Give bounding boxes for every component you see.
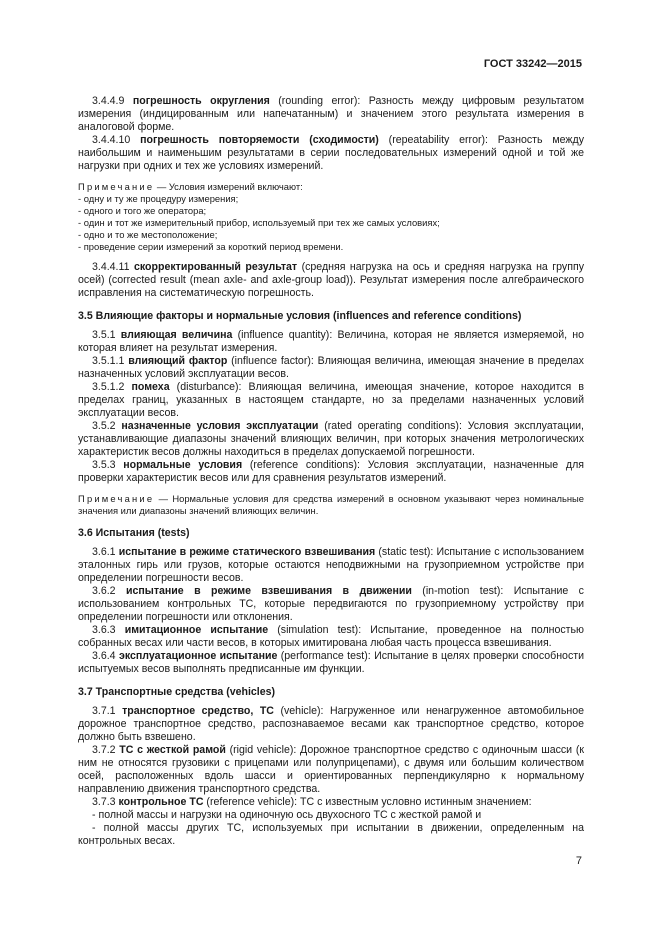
term: помеха (131, 381, 170, 393)
paragraph-3-6-3: 3.6.3 имитационное испытание (simulation test): Испытание, проведенное на полностью собранных весах или части весов, в которых имитирована любая часть процесса взвешивания. (78, 624, 584, 649)
paragraph-3-7-1: 3.7.1 транспортное средство, ТС (vehicle): Нагруженное или ненагруженное автомобильное дорожное транспортное средство, распознаваемое весами как транспортное средство, которое должно быть взвешено. (78, 705, 584, 743)
paragraph-3-5-1: 3.5.1 влияющая величина (influence quantity): Величина, которая не является измеряемой, но которая влияет на результат измерения. (78, 329, 584, 354)
note-item: - проведение серии измерений за короткий период времени. (78, 241, 344, 252)
term: испытание в режиме взвешивания в движении (125, 585, 412, 597)
paragraph-3-6-2: 3.6.2 испытание в режиме взвешивания в движении (in-motion test): Испытание с использованием контрольных ТС, которые передвигаются по грузоприемному устройству при определении погрешности или отклонения. (78, 585, 584, 623)
term: контрольное ТС (118, 796, 204, 808)
note-item: - одного и того же оператора; (78, 205, 207, 216)
paragraph-3-5-1-1: 3.5.1.1 влияющий фактор (influence factor): Влияющая величина, имеющая значение в пределах назначенных условий эксплуатации весов. (78, 355, 584, 380)
term: погрешность повторяемости (сходимости) (140, 134, 379, 146)
note-reference-conditions: Примечание — Нормальные условия для средства измерений в основном указывают через номинальные значения или диапазоны значений влияющих величин. (78, 493, 584, 516)
note-conditions: Примечание — Условия измерений включают: (78, 181, 303, 192)
term: влияющий фактор (128, 355, 228, 367)
paragraph-3-6-4: 3.6.4 эксплуатационное испытание (performance test): Испытание в целях проверки способности испытуемых весов выполнять предписанные им функции. (78, 650, 585, 675)
term: ТС с жесткой рамой (119, 744, 226, 756)
paragraph-3-4-4-11: 3.4.4.11 скорректированный результат (средняя нагрузка на ось и средняя нагрузка на группу осей) (corrected result (mean axle- and axle-group load)). Результат измерения после алгебраического исправления на систематическую погрешность. (78, 261, 584, 299)
paragraph-3-4-4-10: 3.4.4.10 погрешность повторяемости (сходимости) (repeatability error): Разность между наибольшим и наименьшим результатами в серии последовательных измерений одной и той же нагрузки при одних и тех же условиях измерений. (78, 134, 584, 172)
section-title-3-7: 3.7 Транспортные средства (vehicles) (78, 686, 276, 698)
note-item: - одну и ту же процедуру измерения; (78, 193, 239, 204)
term: транспортное средство, ТС (122, 705, 274, 717)
section-title-3-5: 3.5 Влияющие факторы и нормальные условия (influences and reference conditions) (78, 310, 522, 322)
term: влияющая величина (120, 329, 233, 341)
paragraph-3-4-4-9: 3.4.4.9 погрешность округления (rounding error): Разность между цифровым результатом измерения (индицированным или напечатанным) и значением этого результата измерения в аналоговой форме. (78, 95, 584, 133)
list-item: - полной массы и нагрузки на одиночную ось двухосного ТС с жесткой рамой и (92, 809, 482, 821)
paragraph-3-5-1-2: 3.5.1.2 помеха (disturbance): Влияющая величина, имеющая значение, которое находится в пределах границ, указанных в настоящем стандарте, но за пределами назначенных условий эксплуатации весов. (78, 381, 584, 419)
term: погрешность округления (132, 95, 270, 107)
paragraph-3-6-1: 3.6.1 испытание в режиме статического взвешивания (static test): Испытание с использованием эталонных гирь или грузов, которые остаются неподвижными на грузоприемном устройстве при определении погрешности весов. (78, 546, 584, 584)
paragraph-3-7-3: 3.7.3 контрольное ТС (reference vehicle): ТС с известным условно истинным значением: (92, 796, 532, 808)
page-content (78, 95, 584, 848)
paragraph-3-5-3: 3.5.3 нормальные условия (reference conditions): Условия эксплуатации, назначенные для проверки характеристик весов или для сравнения результатов измерений. (78, 459, 584, 484)
note-item: - один и тот же измерительный прибор, используемый при тех же самых условиях; (78, 217, 440, 228)
term: имитационное испытание (124, 624, 269, 636)
note-item: - одно и то же местоположение; (78, 229, 218, 240)
term: назначенные условия эксплуатации (121, 420, 319, 432)
term: испытание в режиме статического взвешивания (118, 546, 376, 558)
paragraph-3-5-2: 3.5.2 назначенные условия эксплуатации (rated operating conditions): Условия эксплуатации, устанавливающие диапазоны значений влияющих величин, при которых значения метрологических характеристик весов должны находиться в пределах допускаемой погрешности. (78, 420, 584, 458)
page-number: 7 (575, 855, 582, 867)
document-id: ГОСТ 33242—2015 (483, 58, 582, 70)
list-item: - полной массы других ТС, используемых при испытании в движении, определенным на контрольных весах. (78, 822, 584, 847)
term: нормальные условия (123, 459, 243, 471)
section-title-3-6: 3.6 Испытания (tests) (78, 527, 190, 539)
term: эксплуатационное испытание (118, 650, 278, 662)
term: скорректированный результат (134, 261, 298, 273)
paragraph-3-7-2: 3.7.2 ТС с жесткой рамой (rigid vehicle): Дорожное транспортное средство с одиночным шасси (к ним не относятся грузовики с прицепами или полуприцепами), с двумя или большим количеством осей, расположенных вдоль шасси и ориентированных перпендикулярно к нормальному направлению движения транспортного средства. (78, 744, 584, 795)
